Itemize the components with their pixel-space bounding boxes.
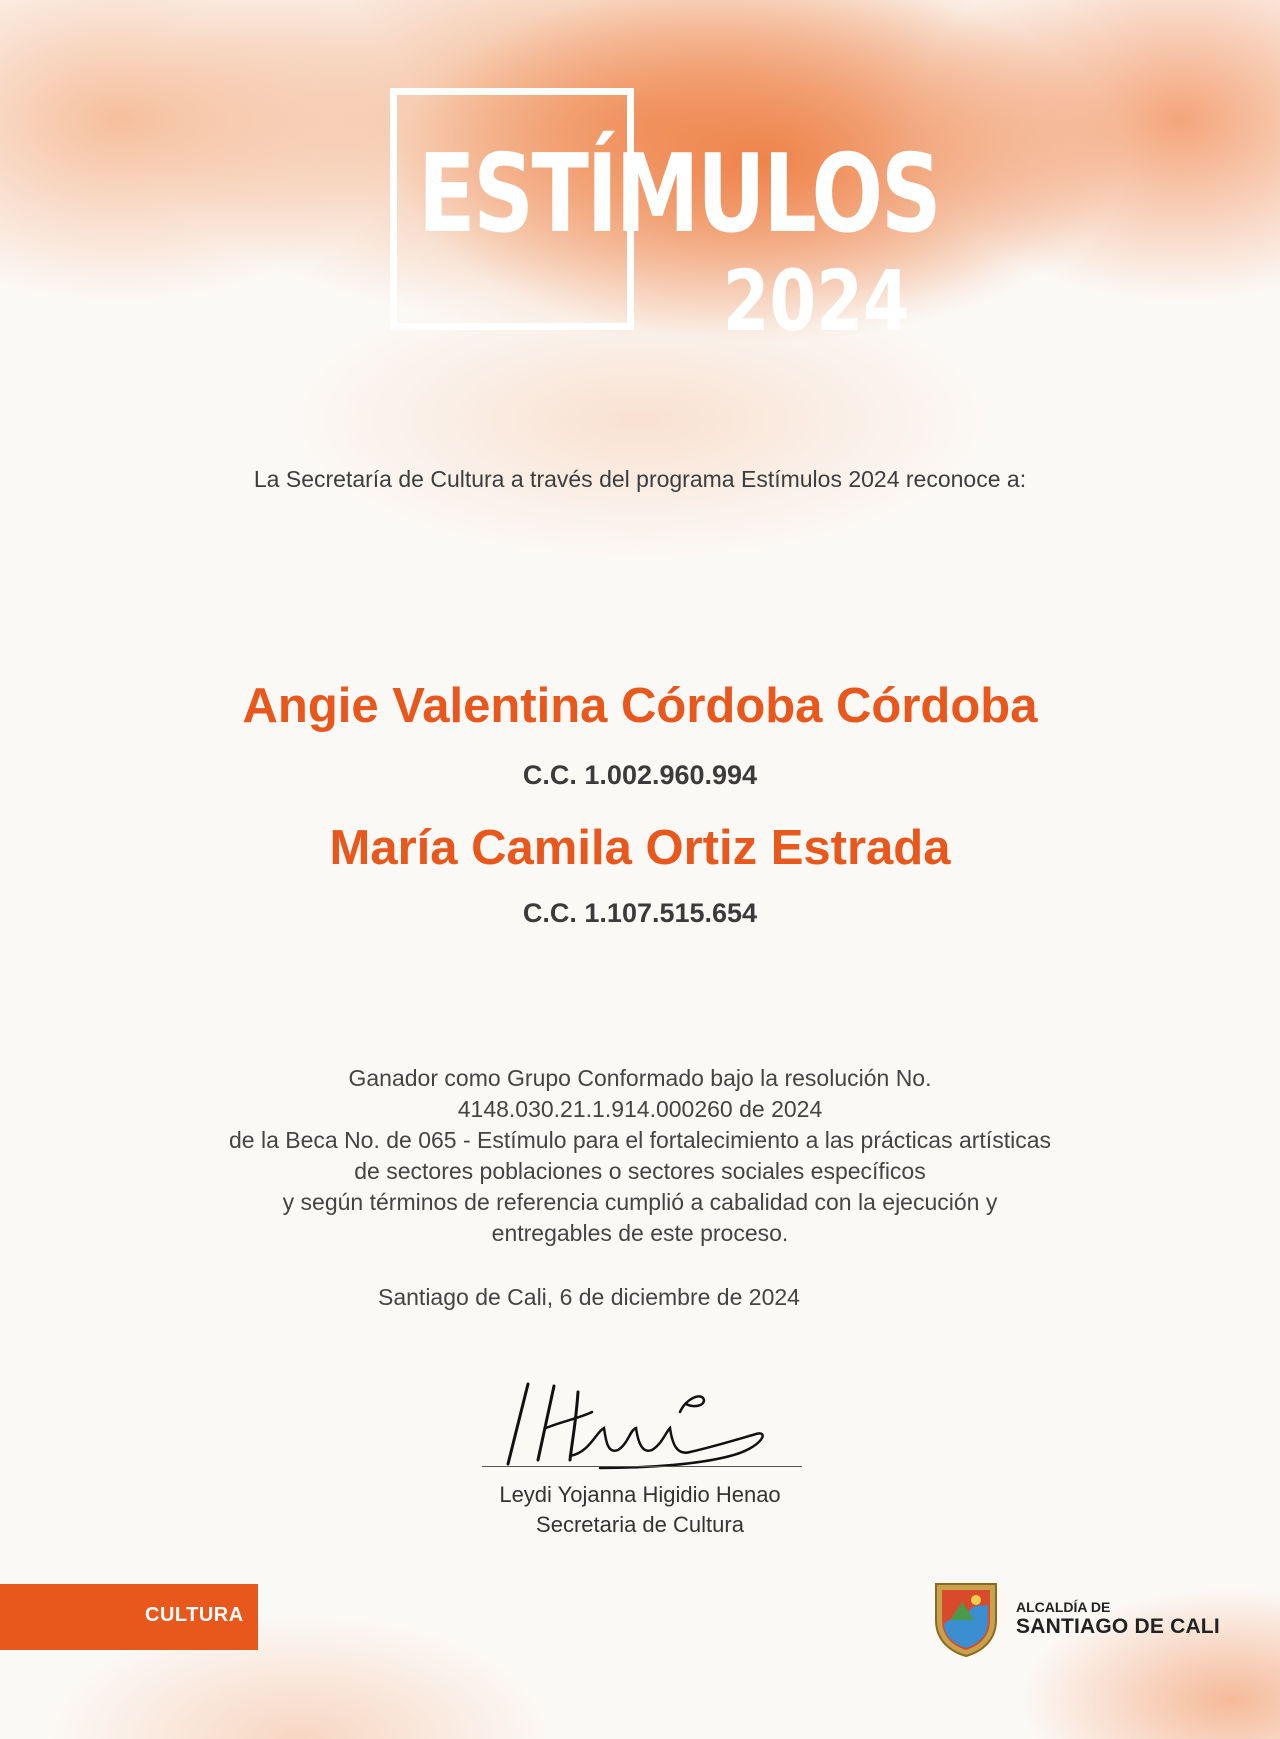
signature-line bbox=[482, 1466, 802, 1467]
description-line: 4148.030.21.1.914.000260 de 2024 bbox=[457, 1096, 823, 1122]
signer-name: Leydi Yojanna Higidio Henao bbox=[499, 1482, 781, 1507]
estimulos-2024-logo bbox=[390, 88, 940, 350]
description-line: de la Beca No. de 065 - Estímulo para el fortalecimiento a las prácticas artísticas bbox=[228, 1127, 1051, 1153]
logo-word: ESTÍMULOS bbox=[418, 132, 940, 257]
alcaldia-line: SANTIAGO DE CALI bbox=[1016, 1615, 1220, 1638]
description-line: y según términos de referencia cumplió a cabalidad con la ejecución y bbox=[282, 1189, 998, 1215]
alcaldia-line: ALCALDÍA DE bbox=[1016, 1599, 1111, 1615]
signer-block bbox=[0, 1480, 1280, 1540]
cultura-bar bbox=[0, 1584, 258, 1650]
date-text: Santiago de Cali, 6 de diciembre de 2024 bbox=[378, 1284, 800, 1310]
description-line: Ganador como Grupo Conformado bajo la resolución No. bbox=[348, 1065, 932, 1091]
recipient-name: María Camila Ortiz Estrada bbox=[329, 821, 951, 875]
award-description bbox=[0, 1063, 1280, 1249]
description-line: de sectores poblaciones o sectores sociales específicos bbox=[354, 1158, 926, 1184]
description-line: entregables de este proceso. bbox=[491, 1220, 789, 1246]
intro-text: La Secretaría de Cultura a través del programa Estímulos 2024 reconoce a: bbox=[253, 466, 1027, 492]
cali-coat-of-arms-icon bbox=[930, 1580, 1002, 1658]
cultura-label: CULTURA bbox=[145, 1604, 244, 1626]
recipient-name: Angie Valentina Córdoba Córdoba bbox=[242, 679, 1038, 733]
recipient-id: C.C. 1.002.960.994 bbox=[522, 760, 758, 790]
recipient-id: C.C. 1.107.515.654 bbox=[522, 898, 758, 928]
alcaldia-logo-text bbox=[1016, 1599, 1220, 1639]
logo-year: 2024 bbox=[722, 252, 910, 350]
signer-title: Secretaria de Cultura bbox=[536, 1512, 744, 1537]
signature-image bbox=[480, 1372, 800, 1472]
